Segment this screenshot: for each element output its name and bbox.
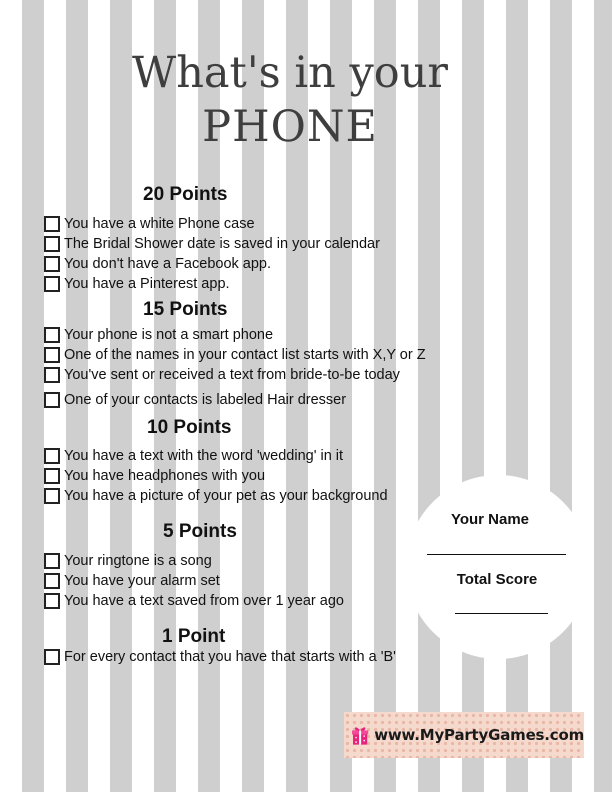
checkbox[interactable]	[44, 553, 60, 569]
checkbox[interactable]	[44, 276, 60, 292]
checkbox[interactable]	[44, 256, 60, 272]
checklist-item[interactable]	[44, 365, 400, 385]
checkbox[interactable]	[44, 468, 60, 484]
checkbox[interactable]	[44, 216, 60, 232]
section-heading-20-points: 20 Points	[143, 184, 228, 205]
checklist-item[interactable]	[44, 446, 343, 466]
checkbox[interactable]	[44, 347, 60, 363]
total-score-label: Total Score	[456, 571, 538, 588]
checklist-item[interactable]	[44, 551, 212, 571]
item-label: You have a white Phone case	[64, 216, 255, 232]
checkbox[interactable]	[44, 236, 60, 252]
checklist-item[interactable]	[44, 345, 426, 365]
checkbox[interactable]	[44, 573, 60, 589]
score-card-circle	[406, 475, 590, 659]
checkbox[interactable]	[44, 448, 60, 464]
gift-box-icon	[350, 712, 370, 758]
checkbox[interactable]	[44, 649, 60, 665]
checkbox[interactable]	[44, 367, 60, 383]
checklist-item[interactable]	[44, 571, 220, 591]
checkbox[interactable]	[44, 593, 60, 609]
section-heading-5-points: 5 Points	[163, 521, 237, 542]
checklist-item[interactable]	[44, 325, 273, 345]
item-label: Your phone is not a smart phone	[64, 327, 274, 343]
item-label: You have your alarm set	[64, 573, 220, 589]
checklist-item[interactable]	[44, 466, 265, 486]
item-label: One of your contacts is labeled Hair dresser	[64, 392, 347, 408]
checklist-item[interactable]	[44, 486, 388, 506]
item-label: You have a text saved from over 1 year ago	[64, 593, 344, 609]
checkbox[interactable]	[44, 392, 60, 408]
section-heading-10-points: 10 Points	[147, 417, 232, 438]
checkbox[interactable]	[44, 488, 60, 504]
website-link[interactable]: www.MyPartyGames.com	[374, 726, 584, 744]
item-label: You have a text with the word 'wedding' in it	[64, 448, 344, 464]
item-label: The Bridal Shower date is saved in your calendar	[64, 236, 380, 252]
item-label: You have a picture of your pet as your background	[64, 488, 388, 504]
section-heading-15-points: 15 Points	[143, 299, 228, 320]
item-label: One of the names in your contact list starts with X,Y or Z	[64, 347, 426, 363]
checklist-item[interactable]	[44, 647, 396, 667]
item-label: You have headphones with you	[64, 468, 266, 484]
score-write-line[interactable]	[455, 613, 548, 614]
checklist-item[interactable]	[44, 234, 380, 254]
checklist-item[interactable]	[44, 274, 230, 294]
checkbox[interactable]	[44, 327, 60, 343]
item-label: Your ringtone is a song	[64, 553, 212, 569]
item-label: You've sent or received a text from bride-to-be today	[64, 367, 400, 383]
item-label: You don't have a Facebook app.	[64, 256, 272, 272]
title-line-1: What's in your	[132, 48, 448, 98]
title-line-2: PHONE	[202, 102, 378, 152]
item-label: For every contact that you have that starts with a 'B'	[64, 649, 396, 665]
checklist-item[interactable]	[44, 254, 271, 274]
checklist-item[interactable]	[44, 591, 344, 611]
checklist-item[interactable]	[44, 214, 255, 234]
section-heading-1-point: 1 Point	[162, 626, 226, 647]
checklist-item[interactable]	[44, 390, 346, 410]
your-name-label: Your Name	[450, 511, 530, 528]
name-write-line[interactable]	[427, 554, 566, 555]
item-label: You have a Pinterest app.	[64, 276, 230, 292]
website-banner	[344, 712, 584, 758]
